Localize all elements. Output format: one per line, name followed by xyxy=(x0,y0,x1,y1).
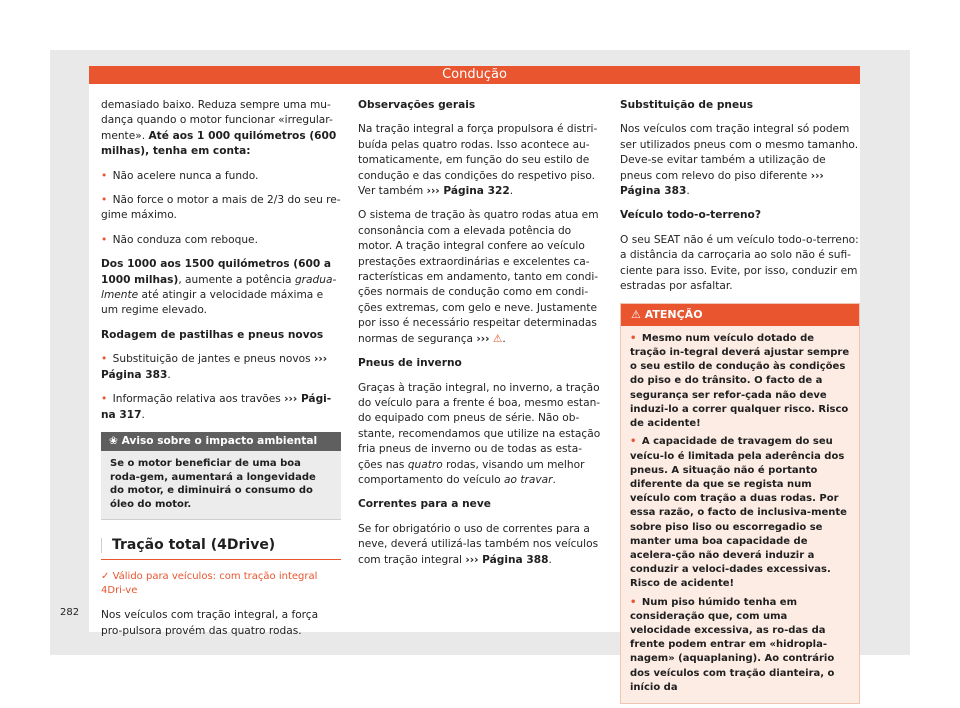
bullet-icon: • xyxy=(630,436,637,448)
bullet-icon: • xyxy=(101,233,108,246)
warning-box-body xyxy=(621,326,859,703)
column-2 xyxy=(358,98,601,577)
heading-general: Observações gerais xyxy=(358,99,476,111)
bullet-icon: • xyxy=(101,169,108,182)
page-link[interactable]: ››› xyxy=(476,332,490,345)
environment-notice xyxy=(101,432,341,520)
leaf-icon: ❀ xyxy=(109,434,118,447)
bullet-item: • Não conduza com reboque. xyxy=(101,233,258,246)
column-1 xyxy=(101,98,341,648)
warning-item: • Num piso húmido tenha em consideração que, com uma velocidade excessiva, as ro-das da frente podem entrar em «hidropla-nagem» (aquaplaning). Ao contrário dos veículos com tração dianteira, o início da xyxy=(630,596,835,693)
pads-heading: Rodagem de pastilhas e pneus novos xyxy=(101,328,324,341)
page-number: 282 xyxy=(60,607,80,618)
checkmark-icon: ✓ xyxy=(101,571,110,583)
warning-triangle-icon: ⚠ xyxy=(492,332,503,345)
bullet-icon: • xyxy=(101,393,108,406)
page-link[interactable]: ››› Pági-na 317 xyxy=(101,393,332,421)
page-header: Condução xyxy=(89,66,860,84)
page-link[interactable]: ››› Página 322 xyxy=(426,185,510,198)
validity-note: ✓ Válido para veículos: com tração integral 4Dri-ve xyxy=(101,571,318,597)
section-divider xyxy=(101,559,341,560)
warning-box xyxy=(620,303,860,703)
page-link[interactable]: ››› Página 388 xyxy=(465,553,549,566)
warning-item: • Mesmo num veículo dotado de tração in-tegral deverá ajustar sempre o seu estilo de condução às condições do piso e do trânsito. O facto de a segurança ser refor-çada não deve induzi-lo a correr qualquer risco. Risco de acidente! xyxy=(630,332,850,430)
bullet-icon: • xyxy=(630,332,637,344)
bullet-icon: • xyxy=(630,596,637,608)
body-paragraph: Nos veículos com tração integral, a força pro-pulsora provém das quatro rodas. xyxy=(101,609,319,637)
body-paragraph: O sistema de tração às quatro rodas atua em consonância com a elevada potência do motor. A tração integral confere ao veículo prestações extraordinárias e excelentes ca-racterísticas em andamento, tanto em condi-ções normais de condução como em condi-ções extremas, com gelo e neve. Justamente por isso é necessário respeitar determinadas normas de segurança ››› ⚠. xyxy=(358,209,599,345)
bullet-item: • Não acelere nunca a fundo. xyxy=(101,169,259,182)
body-paragraph: Graças à tração integral, no inverno, a tração do veículo para a frente é boa, mesmo estan-do equipado com pneus de série. Não ob-stante, recomendamos que utilize na estação fria pneus de inverno ou de todas as esta-ções nas quatro rodas, visando um melhor comportamento do veículo ao travar. xyxy=(358,381,601,486)
heading-winter-tyres: Pneus de inverno xyxy=(358,357,462,370)
body-paragraph: Se for obrigatório o uso de correntes para a neve, deverá utilizá-las também nos veículos com tração integral ››› Página 388. xyxy=(358,522,599,566)
environment-notice-title: ❀ Aviso sobre o impacto ambiental xyxy=(101,432,341,451)
page-link[interactable]: ››› Página 383 xyxy=(620,169,824,198)
intro-paragraph: demasiado baixo. Reduza sempre uma mu-dança quando o motor funcionar «irregular-mente». Até aos 1 000 quilómetros (600 milhas), tenha em conta: xyxy=(101,99,337,158)
body-paragraph: Nos veículos com tração integral só podem ser utilizados pneus com o mesmo tamanho. Deve-se evitar também a utilização de pneus com relevo do piso diferente ››› Página 383. xyxy=(620,123,859,198)
bullet-item: • Não force o motor a mais de 2/3 do seu re-gime máximo. xyxy=(101,194,341,222)
heading-snow-chains: Correntes para a neve xyxy=(358,498,491,511)
environment-notice-body: Se o motor beneficiar de uma boa roda-gem, aumentará a longevidade do motor, e diminuirá o consumo do óleo do motor. xyxy=(101,451,341,519)
body-paragraph: O seu SEAT não é um veículo todo-o-terreno: a distância da carroçaria ao solo não é sufi-ciente para isso. Evite, por isso, conduzir em estradas por asfaltar. xyxy=(620,233,859,293)
bullet-item: • Substituição de jantes e pneus novos ››› Página 383. xyxy=(101,353,328,381)
bullet-icon: • xyxy=(101,194,108,207)
warning-item: • A capacidade de travagem do seu veícu-lo é limitada pela aderência dos pneus. A situação não é portanto diferente da que se regista num veículo com tração a duas rodas. Por essa razão, o facto de inclusiva-mente sobre piso liso ou escorregadio se manter uma boa capacidade de acelera-ção não deverá induzir a conduzir a veloci-dades excessivas. Risco de acidente! xyxy=(630,436,847,590)
page-link[interactable]: ››› Página 383 xyxy=(101,353,328,381)
column-3 xyxy=(620,98,860,704)
bullet-icon: • xyxy=(101,353,108,366)
break-in-paragraph: Dos 1000 aos 1500 quilómetros (600 a 1000 milhas), aumente a potência gradua-lmente até atingir a velocidade máxima e um regime elevado. xyxy=(101,258,337,317)
heading-off-road: Veículo todo-o-terreno? xyxy=(620,209,761,222)
heading-tyre-replacement: Substituição de pneus xyxy=(620,99,754,111)
warning-triangle-icon: ⚠ xyxy=(631,308,641,322)
body-paragraph: Na tração integral a força propulsora é distri-buída pelas quatro rodas. Isso acontece au-tomaticamente, em função do seu estilo de condução e das condições do respetivo piso. Ver também ››› Página 322. xyxy=(358,123,598,198)
bullet-item: • Informação relativa aos travões ››› Pági-na 317. xyxy=(101,393,332,421)
section-title: Tração total (4Drive) xyxy=(101,538,341,553)
warning-box-title: ⚠ ATENÇÃO xyxy=(621,304,859,325)
